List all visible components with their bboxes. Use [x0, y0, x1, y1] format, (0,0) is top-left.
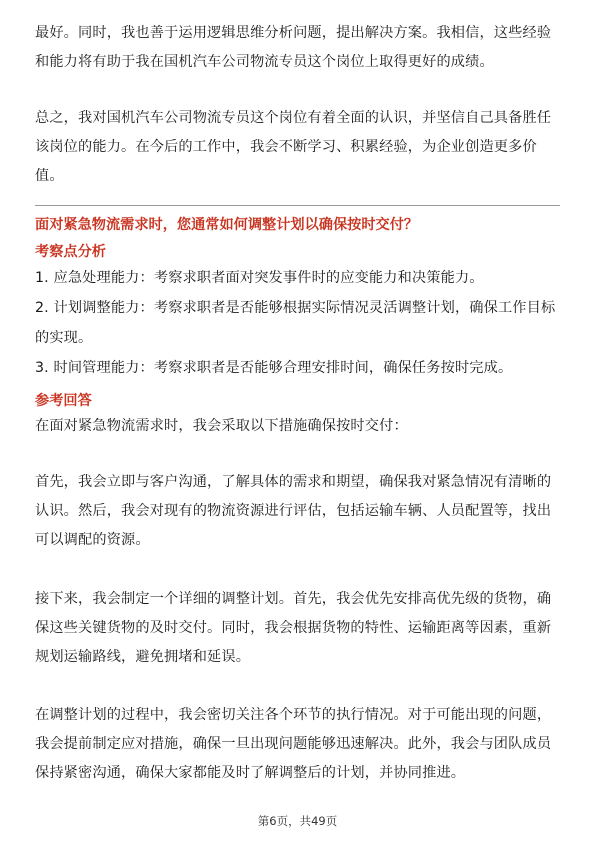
- analysis-list: [35, 263, 560, 383]
- text-line: 规划运输路线，避免拥堵和延误。: [35, 649, 251, 665]
- section-divider: [35, 205, 560, 206]
- answer-heading: 参考回答: [35, 393, 92, 409]
- text-line: 该岗位的能力。在今后的工作中，我会不断学习、积累经验，为企业创造更多价: [35, 139, 537, 155]
- text-line: 在面对紧急物流需求时，我会采取以下措施确保按时交付：: [35, 418, 408, 434]
- answer-paragraph-2: [35, 468, 560, 555]
- text-line: 保持紧密沟通，确保大家都能及时了解调整后的计划，并协同推进。: [35, 765, 466, 781]
- text-line: 可以调配的资源。: [35, 532, 150, 548]
- analysis-item: 3. 时间管理能力：考察求职者是否能够合理安排时间，确保任务按时完成。: [35, 360, 513, 376]
- analysis-item: 2. 计划调整能力：考察求职者是否能够根据实际情况灵活调整计划，确保工作目标: [35, 300, 556, 316]
- text-line: 首先，我会立即与客户沟通，了解具体的需求和期望，确保我对紧急情况有清晰的: [35, 474, 552, 490]
- answer-paragraph-4: [35, 701, 560, 788]
- text-line: 最好。同时，我也善于运用逻辑思维分析问题，提出解决方案。我相信，这些经验: [35, 25, 552, 41]
- answer-paragraph-3: [35, 585, 560, 672]
- analysis-item-continued: 的实现。: [35, 330, 93, 346]
- text-line: 保这些关键货物的及时交付。同时，我会根据货物的特性、运输距离等因素，重新: [35, 620, 552, 636]
- text-line: 接下来，我会制定一个详细的调整计划。首先，我会优先安排高优先级的货物，确: [35, 591, 552, 607]
- analysis-item: 1. 应急处理能力：考察求职者面对突发事件时的应变能力和决策能力。: [35, 270, 484, 286]
- paragraph-top-1: [35, 19, 560, 77]
- page-number: 第6页，共49页: [257, 814, 338, 828]
- text-line: 我会提前制定应对措施，确保一旦出现问题能够迅速解决。此外，我会与团队成员: [35, 736, 552, 752]
- paragraph-top-2: [35, 104, 560, 191]
- question-title: 面对紧急物流需求时，您通常如何调整计划以确保按时交付？: [35, 217, 419, 233]
- analysis-heading: 考察点分析: [35, 244, 106, 260]
- text-line: 和能力将有助于我在国机汽车公司物流专员这个岗位上取得更好的成绩。: [35, 54, 494, 70]
- text-line: 总之，我对国机汽车公司物流专员这个岗位有着全面的认识，并坚信自己具备胜任: [35, 110, 552, 126]
- text-line: 在调整计划的过程中，我会密切关注各个环节的执行情况。对于可能出现的问题，: [35, 707, 552, 723]
- text-line: 认识。然后，我会对现有的物流资源进行评估，包括运输车辆、人员配置等，找出: [35, 503, 552, 519]
- text-line: 值。: [35, 168, 64, 184]
- answer-paragraph-1: [35, 412, 560, 441]
